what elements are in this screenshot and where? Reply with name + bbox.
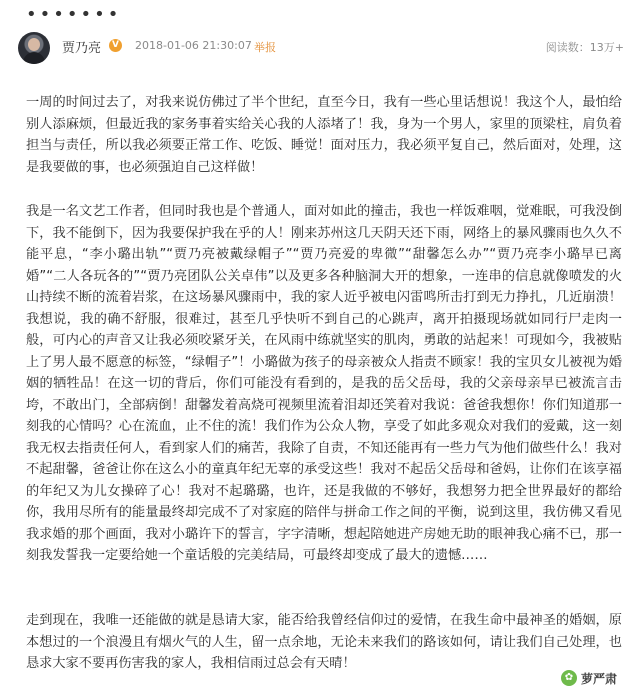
avatar[interactable] [18, 32, 50, 64]
post-paragraph-2: 我是一名文艺工作者，但同时我也是个普通人，面对如此的撞击，我也一样饭难咽，觉难眠，可我没倒下，我不能倒下，因为我要保护我在乎的人！刚来苏州这几天阴天还下雨，网络上的暴风骤雨也久久不能平息，“李小璐出轨”“贾乃亮被戴绿帽子”“贾乃亮爱的卑微”“甜馨怎么办”“贾乃亮李小璐早已离婚”“二人各玩各的”“贾乃亮团队公关卓伟”以及更多各种脑洞大开的想象，一连串的信息就像喷发的火山持续不断的流着岩浆，在这场暴风骤雨中，我的家人近乎被电闪雷鸣所击打到无力挣扎，几近崩溃！我想说，我的确不舒服，很难过，甚至几乎快听不到自己的心跳声，离开拍摄现场就如同行尸走肉一般，可内心的声音又让我必须咬紧牙关，在风雨中练就坚实的肌肉，勇敢的站起来！可现如今，我被贴上了男人最不愿意的标签，“绿帽子”！小璐做为孩子的母亲被众人指责不顾家！我的宝贝女儿被视为婚姻的牺牲品！在这一切的背后，你们可能没有看到的，是我的岳父岳母，我的父亲母亲早已被流言击垮，不敢出门，全部病倒！甜馨发着高烧可视频里流着泪却还笑着对我说：爸爸我想你！你们知道那一刻我的心情吗？心在流血，止不住的流！我们作为公众人物，享受了如此多观众对我们的爱戴，这一刻我无权去指责任何人，看到家人们的痛苦，我除了自责，不知还能再有一些力气为他们做些什么！我对不起甜馨，爸爸让你在这么小的童真年纪无辜的承受这些！我对不起岳父岳母和爸妈，让你们在该享福的年纪又为儿女操碎了心！我对不起璐璐，也许，还是我做的不够好，我想努力把全世界最好的都给你，我用尽所有的能量最终却完成不了对家庭的陪伴与拼命工作之间的平衡，说到这里，我仿佛又看见我求婚的那个画面，我对小璐许下的誓言，字字清晰，想起陪她进产房她无助的眼神我心痛不已，那一刻我发誓我一定要给她一个童话般的完美结局，可最终却变成了最大的遗憾…… [26, 204, 622, 563]
post-paragraph-3: 走到现在，我唯一还能做的就是恳请大家，能否给我曾经信仰过的爱情，在我生命中最神圣的婚姻，原本想过的一个浪漫且有烟火气的人生，留一点余地，无论未来我们的路该如何，请让我们自己处理，也恳求大家不要再伤害我的家人，我相信雨过总会有天晴！ [26, 613, 622, 671]
author-name[interactable]: 贾乃亮 [62, 41, 102, 56]
watermark [557, 667, 621, 689]
avatar-body [23, 52, 45, 64]
post-header [18, 30, 628, 66]
post-paragraph-1: 一周的时间过去了，对我来说仿佛过了半个世纪，直至今日，我有一些心里话想说！我这个人，最怕给别人添麻烦，但最近我的家务事着实给关心我的人添堵了！我，身为一个男人，家里的顶梁柱，肩负着担当与责任，所以我必须要正常工作、吃饭、睡觉！面对压力，我必须平复自己，然后面对，处理，这是我要做的事，也必须强迫自己这样做！ [26, 95, 622, 175]
post-timestamp: 2018-01-06 21:30:07 [135, 39, 252, 52]
avatar-face [28, 38, 40, 51]
report-link[interactable]: 举报 [254, 41, 276, 54]
watermark-name: 萝严肃 [580, 671, 617, 686]
verified-badge-icon: V [109, 39, 122, 52]
read-count: 阅读数：13万+ [545, 41, 624, 54]
more-dots-icon[interactable]: ••••••• [26, 4, 122, 25]
wechat-logo-icon: ✿ [561, 670, 577, 686]
